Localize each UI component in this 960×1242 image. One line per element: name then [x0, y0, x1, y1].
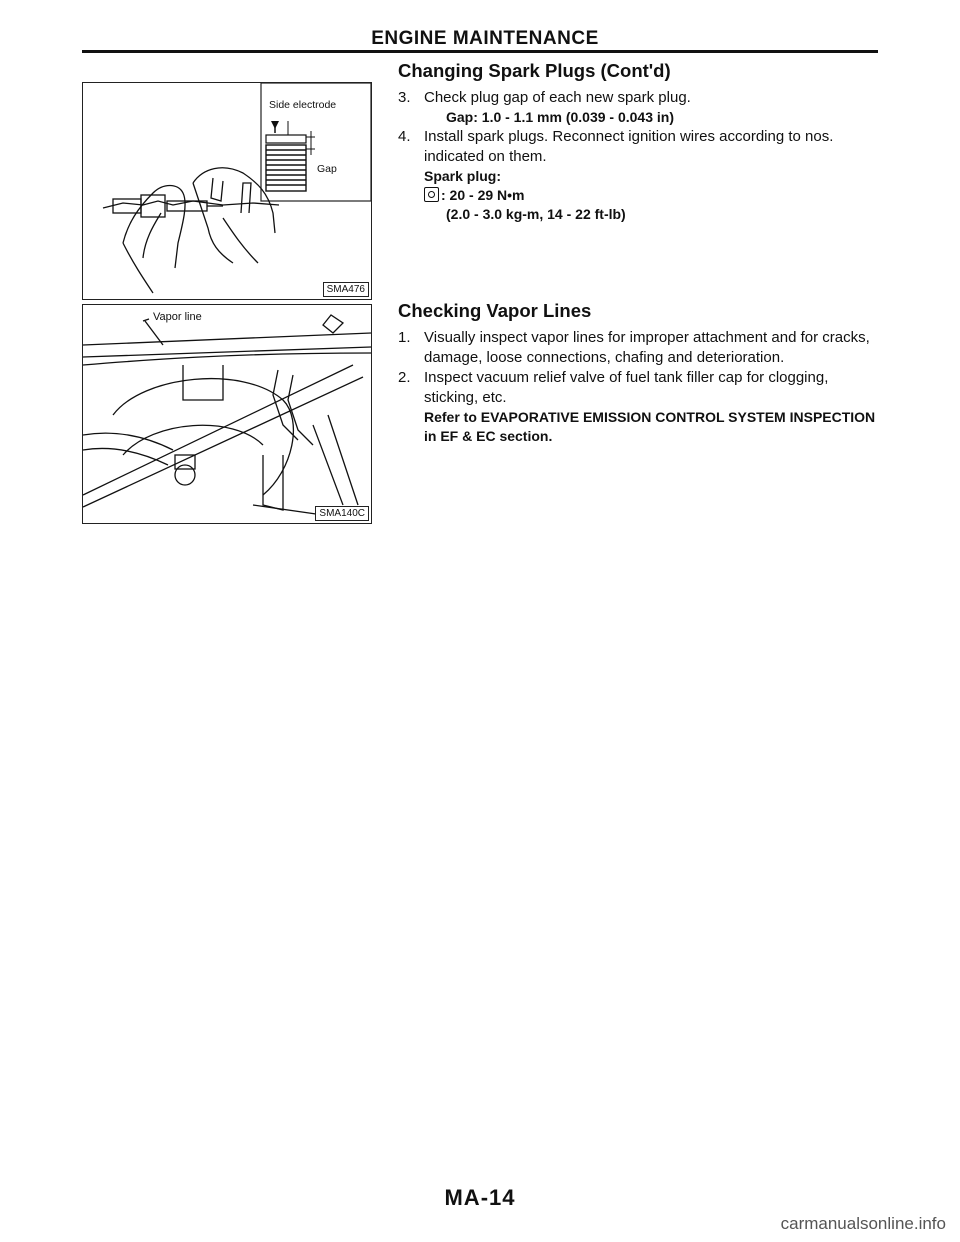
step-text: Inspect vacuum relief valve of fuel tank filler cap for clogging, sticking, etc. [424, 369, 829, 406]
step-text: Install spark plugs. Reconnect ignition wires according to nos. indicated on them. [424, 128, 834, 165]
torque-value: : 20 - 29 N•m [441, 187, 525, 203]
vapor-line-label: Vapor line [153, 311, 202, 323]
page-header-title: ENGINE MAINTENANCE [371, 28, 599, 49]
header-rule [82, 50, 878, 53]
torque-wrench-icon [424, 187, 439, 202]
changing-spark-plugs-section [398, 60, 880, 224]
spark-plug-spec-label: Spark plug: [424, 168, 502, 184]
step-number: 4. [398, 128, 411, 145]
figure-code: SMA140C [315, 506, 369, 521]
step-text: Check plug gap of each new spark plug. [424, 89, 691, 106]
gap-label: Gap [317, 163, 337, 175]
reference-note: Refer to EVAPORATIVE EMISSION CONTROL SYSTEM INSPECTION in EF & EC section. [424, 409, 876, 444]
vapor-line-figure [82, 304, 372, 524]
step-item [398, 368, 880, 408]
vapor-line-illustration [83, 305, 371, 523]
spark-plug-figure [82, 82, 372, 300]
step-item [398, 328, 880, 368]
gap-spec: Gap: 1.0 - 1.1 mm (0.039 - 0.043 in) [446, 109, 674, 125]
figure-code: SMA476 [323, 282, 369, 297]
step-number: 2. [398, 369, 411, 386]
checking-vapor-lines-section [398, 300, 880, 446]
watermark-text: carmanualsonline.info [780, 1214, 946, 1233]
section-title: Changing Spark Plugs (Cont'd) [398, 60, 671, 81]
step-item [398, 88, 880, 108]
section-title: Checking Vapor Lines [398, 300, 592, 321]
step-item [398, 127, 880, 167]
torque-spec [398, 186, 880, 205]
step-number: 3. [398, 89, 411, 106]
step-text: Visually inspect vapor lines for improper attachment and for cracks, damage, loose connections, chafing and deterioration. [424, 329, 870, 366]
side-electrode-label: Side electrode [269, 99, 337, 111]
torque-alt-spec: (2.0 - 3.0 kg-m, 14 - 22 ft-lb) [446, 206, 626, 222]
page-number: MA-14 [444, 1185, 516, 1210]
spark-plug-illustration [83, 83, 371, 299]
step-number: 1. [398, 329, 411, 346]
